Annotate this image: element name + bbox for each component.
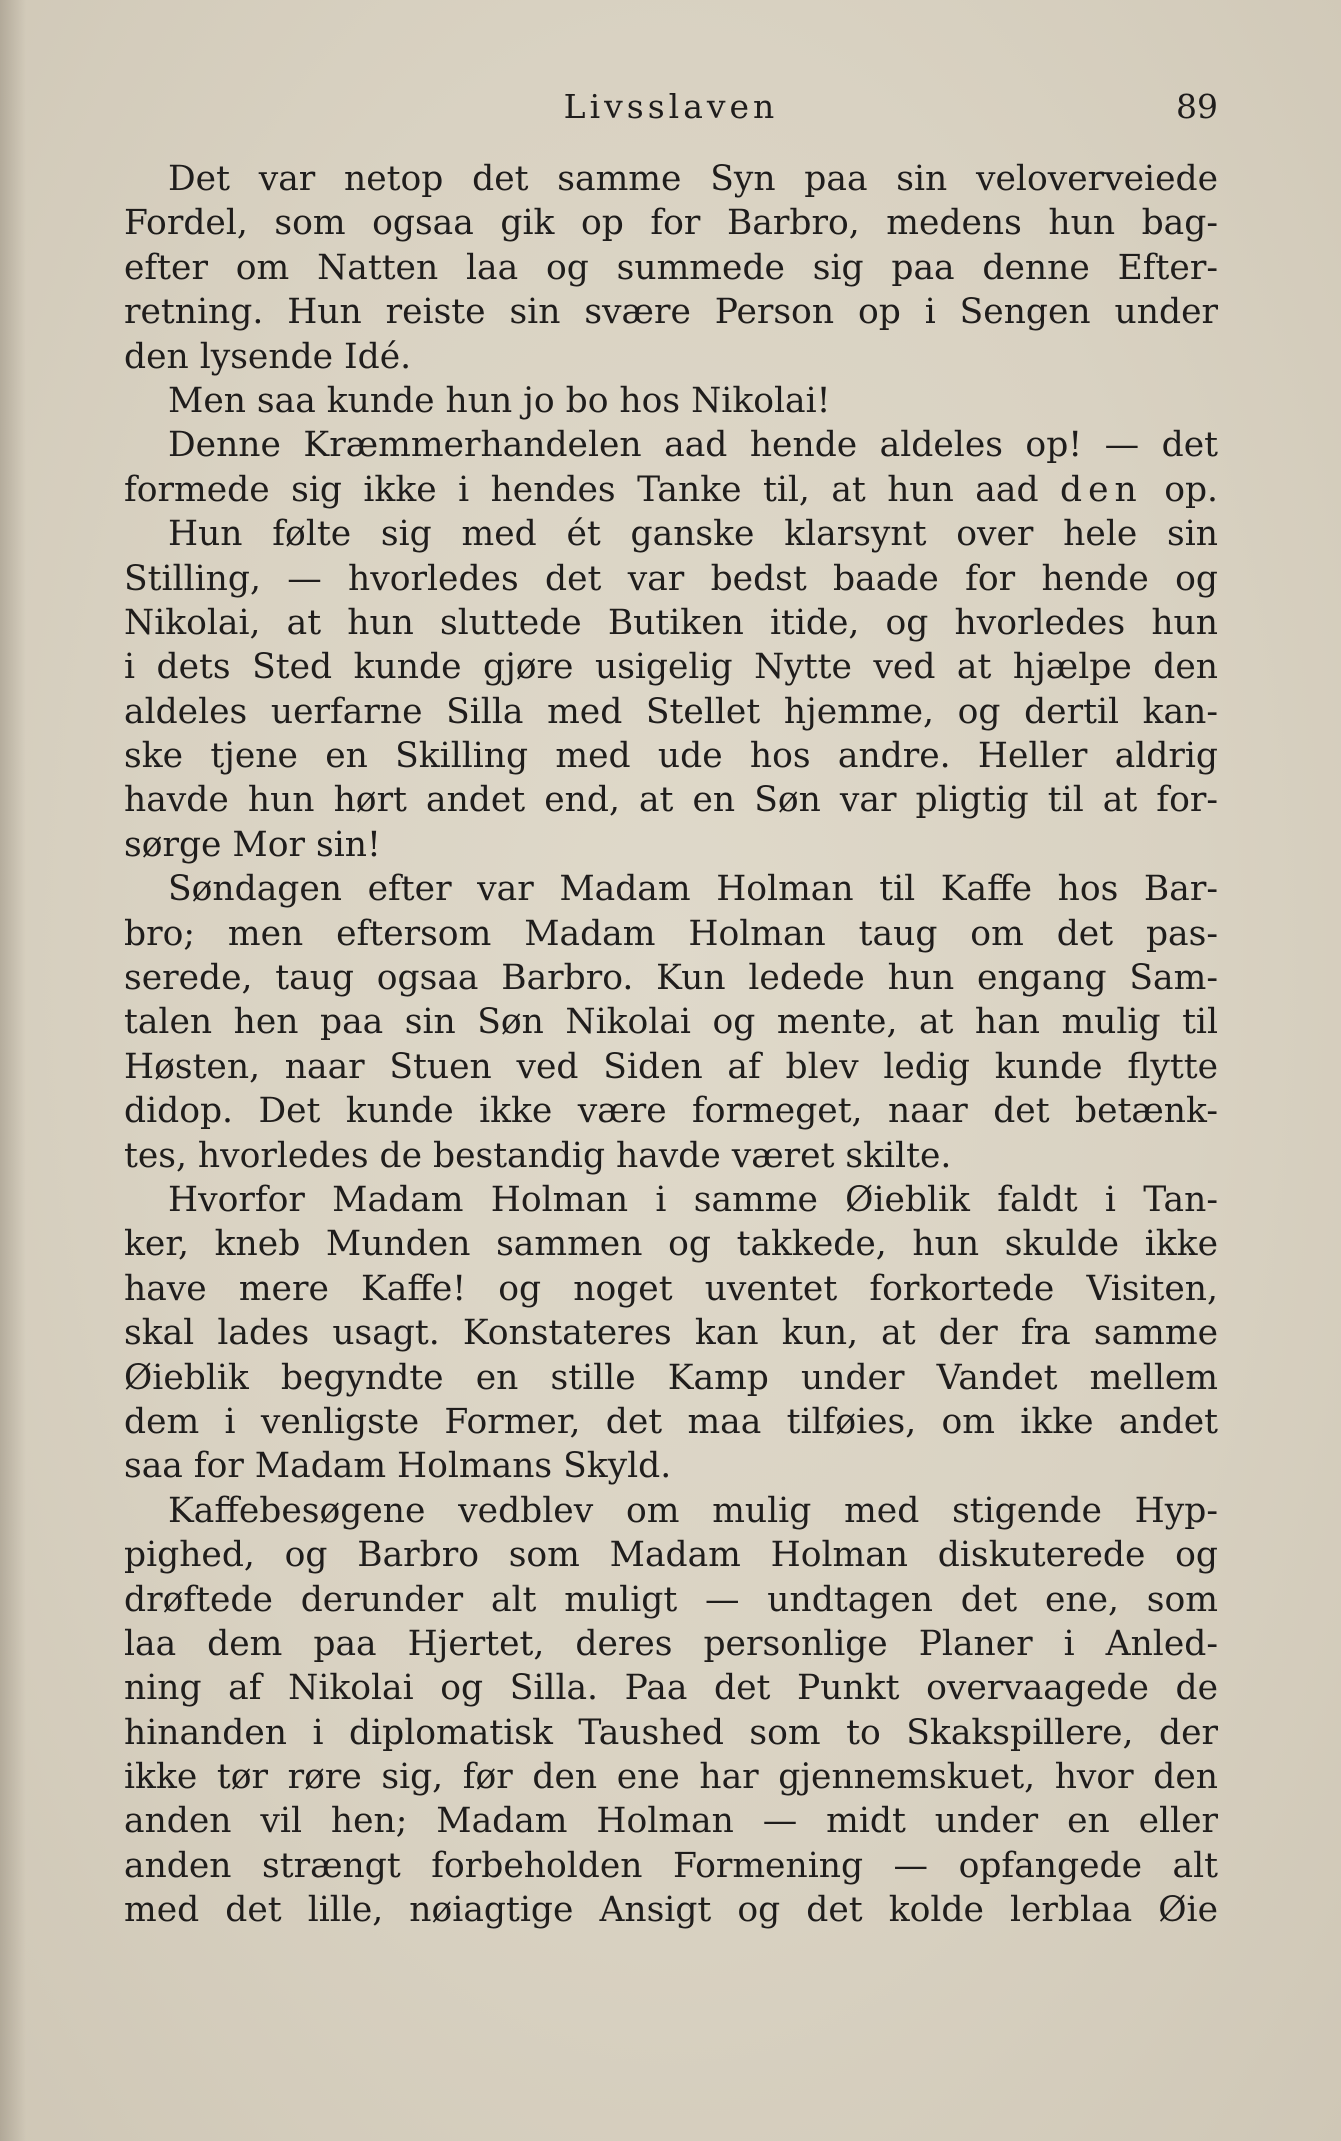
text-line: Nikolai, at hun sluttede Butiken itide, og hvorledes hun <box>124 602 1218 643</box>
text-line: efter om Natten laa og summede sig paa denne Efter- <box>124 247 1218 288</box>
text-line: Stilling, — hvorledes det var bedst baade for hende og <box>124 558 1218 599</box>
text-line: talen hen paa sin Søn Nikolai og mente, at han mulig til <box>124 1002 1218 1043</box>
text-line: pighed, og Barbro som Madam Holman diskuterede og <box>124 1535 1218 1576</box>
text-line <box>124 468 1218 512</box>
text-line: Hun følte sig med ét ganske klarsynt over hele sin <box>168 514 1218 555</box>
text-line: drøftede derunder alt muligt — undtagen det ene, som <box>124 1579 1218 1620</box>
text-line: anden vil hen; Madam Holman — midt under en eller <box>124 1801 1218 1842</box>
text-line: ning af Nikolai og Silla. Paa det Punkt overvaagede de <box>124 1668 1218 1709</box>
text-line: Hvorfor Madam Holman i samme Øieblik faldt i Tan- <box>168 1179 1218 1220</box>
text-line: Kaffebesøgene vedblev om mulig med stigende Hyp- <box>168 1490 1218 1531</box>
text-line: Men saa kunde hun jo bo hos Nikolai! <box>168 380 831 421</box>
text-line: laa dem paa Hjertet, deres personlige Planer i Anled- <box>124 1623 1218 1664</box>
text-line: Søndagen efter var Madam Holman til Kaffe hos Bar- <box>168 869 1218 910</box>
text-line: med det lille, nøiagtige Ansigt og det kolde lerblaa Øie <box>124 1890 1218 1931</box>
text-line: saa for Madam Holmans Skyld. <box>124 1446 672 1487</box>
text-line: skal lades usagt. Konstateres kan kun, at der fra samme <box>124 1313 1218 1354</box>
text-line: tes, hvorledes de bestandig havde været skilte. <box>124 1135 952 1176</box>
line-end: op. <box>1164 469 1218 510</box>
text-line: hinanden i diplomatisk Taushed som to Skakspillere, der <box>124 1712 1218 1753</box>
emphasized-word: den <box>1060 469 1143 510</box>
text-line: sørge Mor sin! <box>124 824 381 865</box>
text-line: Denne Kræmmerhandelen aad hende aldeles op! — det <box>168 425 1218 466</box>
text-line: ske tjene en Skilling med ude hos andre. Heller aldrig <box>124 736 1218 777</box>
running-title: Livsslaven <box>563 87 779 126</box>
text-line: have mere Kaffe! og noget uventet forkortede Visiten, <box>124 1268 1218 1309</box>
text-line: Høsten, naar Stuen ved Siden af blev ledig kunde flytte <box>124 1046 1218 1087</box>
page-header <box>124 82 1218 132</box>
text-line: havde hun hørt andet end, at en Søn var pligtig til at for- <box>124 780 1218 821</box>
text-line: bro; men eftersom Madam Holman taug om det pas- <box>124 913 1218 954</box>
text-line: dem i venligste Former, det maa tilføies, om ikke andet <box>124 1401 1218 1442</box>
body-text <box>124 157 1218 1933</box>
text-line: den lysende Idé. <box>124 336 412 377</box>
text-line: Fordel, som ogsaa gik op for Barbro, medens hun bag- <box>124 203 1218 244</box>
text-line: serede, taug ogsaa Barbro. Kun ledede hun engang Sam- <box>124 958 1218 999</box>
text-line: Øieblik begyndte en stille Kamp under Vandet mellem <box>124 1357 1218 1398</box>
text-line: Det var netop det samme Syn paa sin veloverveiede <box>168 159 1218 199</box>
text-line: anden strængt forbeholden Formening — opfangede alt <box>124 1845 1218 1886</box>
text-line: didop. Det kunde ikke være formeget, naar det betænk- <box>124 1091 1218 1132</box>
text-line: aldeles uerfarne Silla med Stellet hjemme, og dertil kan- <box>124 691 1218 732</box>
text-line: i dets Sted kunde gjøre usigelig Nytte ved at hjælpe den <box>124 647 1218 688</box>
text-line: ikke tør røre sig, før den ene har gjennemskuet, hvor den <box>124 1757 1218 1798</box>
page-number: 89 <box>1176 87 1218 126</box>
line-text: formede sig ikke i hendes Tanke til, at hun aad <box>124 469 1039 510</box>
text-line: retning. Hun reiste sin svære Person op i Sengen under <box>124 292 1218 333</box>
text-line: ker, kneb Munden sammen og takkede, hun skulde ikke <box>124 1224 1218 1265</box>
